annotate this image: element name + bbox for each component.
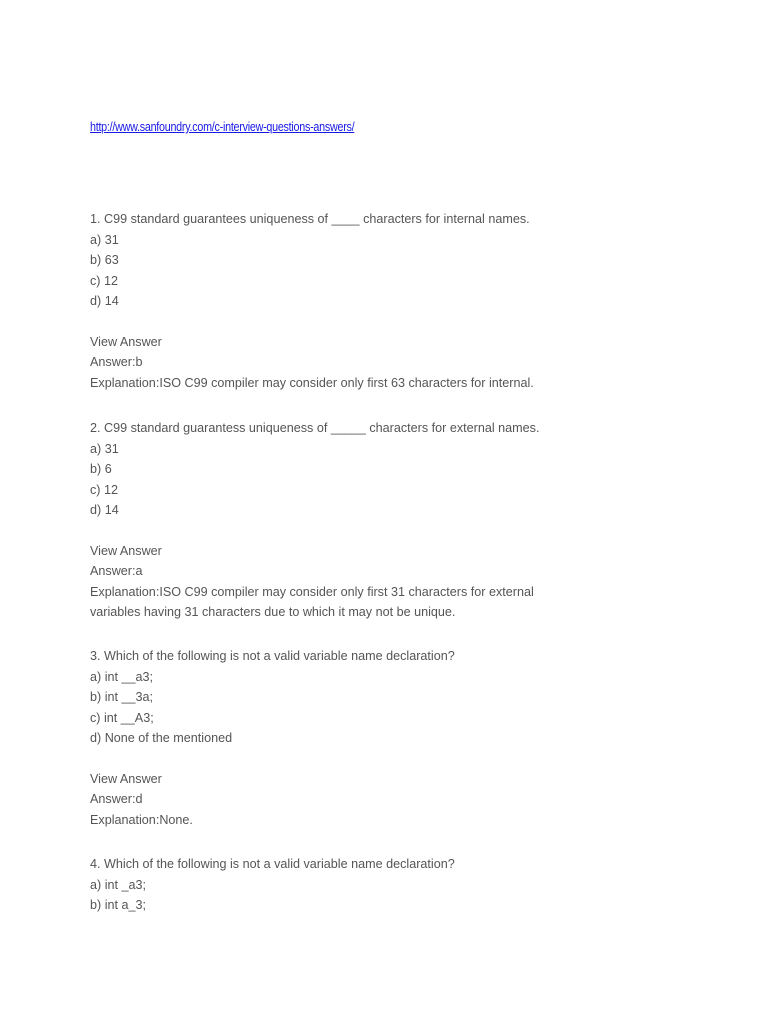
option-a: a) 31 bbox=[90, 232, 119, 247]
source-link[interactable]: http://www.sanfoundry.com/c-interview-questions-answers/ bbox=[90, 120, 355, 134]
explanation-text-continued: variables having 31 characters due to which it may not be unique. bbox=[90, 605, 456, 619]
answer-text: Answer:a bbox=[90, 564, 143, 578]
option-a: a) 31 bbox=[90, 441, 119, 456]
option-b: b) 63 bbox=[90, 253, 119, 267]
option-c: c) 12 bbox=[90, 273, 118, 288]
question-text: 3. Which of the following is not a valid variable name declaration? bbox=[90, 649, 455, 663]
option-c: c) 12 bbox=[90, 482, 118, 497]
question-text: 2. C99 standard guarantess uniqueness of _____ characters for external names. bbox=[90, 421, 540, 435]
question-text: 1. C99 standard guarantees uniqueness of ____ characters for internal names. bbox=[90, 212, 530, 226]
option-d: d) 14 bbox=[90, 294, 119, 308]
option-a: a) int __a3; bbox=[90, 669, 154, 684]
option-c: c) int __A3; bbox=[90, 710, 154, 725]
option-d: d) None of the mentioned bbox=[90, 731, 233, 745]
explanation-text: Explanation:ISO C99 compiler may consider only first 31 characters for external bbox=[90, 584, 534, 599]
question-block-2 bbox=[90, 418, 690, 623]
view-answer-link[interactable]: View Answer bbox=[90, 543, 162, 558]
question-block-4 bbox=[90, 854, 690, 916]
option-d: d) 14 bbox=[90, 503, 119, 517]
answer-text: Answer:b bbox=[90, 355, 143, 369]
question-block-1 bbox=[90, 209, 690, 393]
question-text: 4. Which of the following is not a valid variable name declaration? bbox=[90, 857, 455, 871]
option-b: b) int __3a; bbox=[90, 690, 154, 704]
explanation-text: Explanation:ISO C99 compiler may consider only first 63 characters for internal. bbox=[90, 375, 534, 390]
view-answer-link[interactable]: View Answer bbox=[90, 334, 162, 349]
question-block-3 bbox=[90, 646, 690, 830]
option-b: b) 6 bbox=[90, 462, 112, 476]
explanation-text: Explanation:None. bbox=[90, 812, 193, 827]
option-a: a) int _a3; bbox=[90, 877, 147, 892]
option-b: b) int a_3; bbox=[90, 898, 147, 912]
answer-text: Answer:d bbox=[90, 792, 143, 806]
view-answer-link[interactable]: View Answer bbox=[90, 771, 162, 786]
